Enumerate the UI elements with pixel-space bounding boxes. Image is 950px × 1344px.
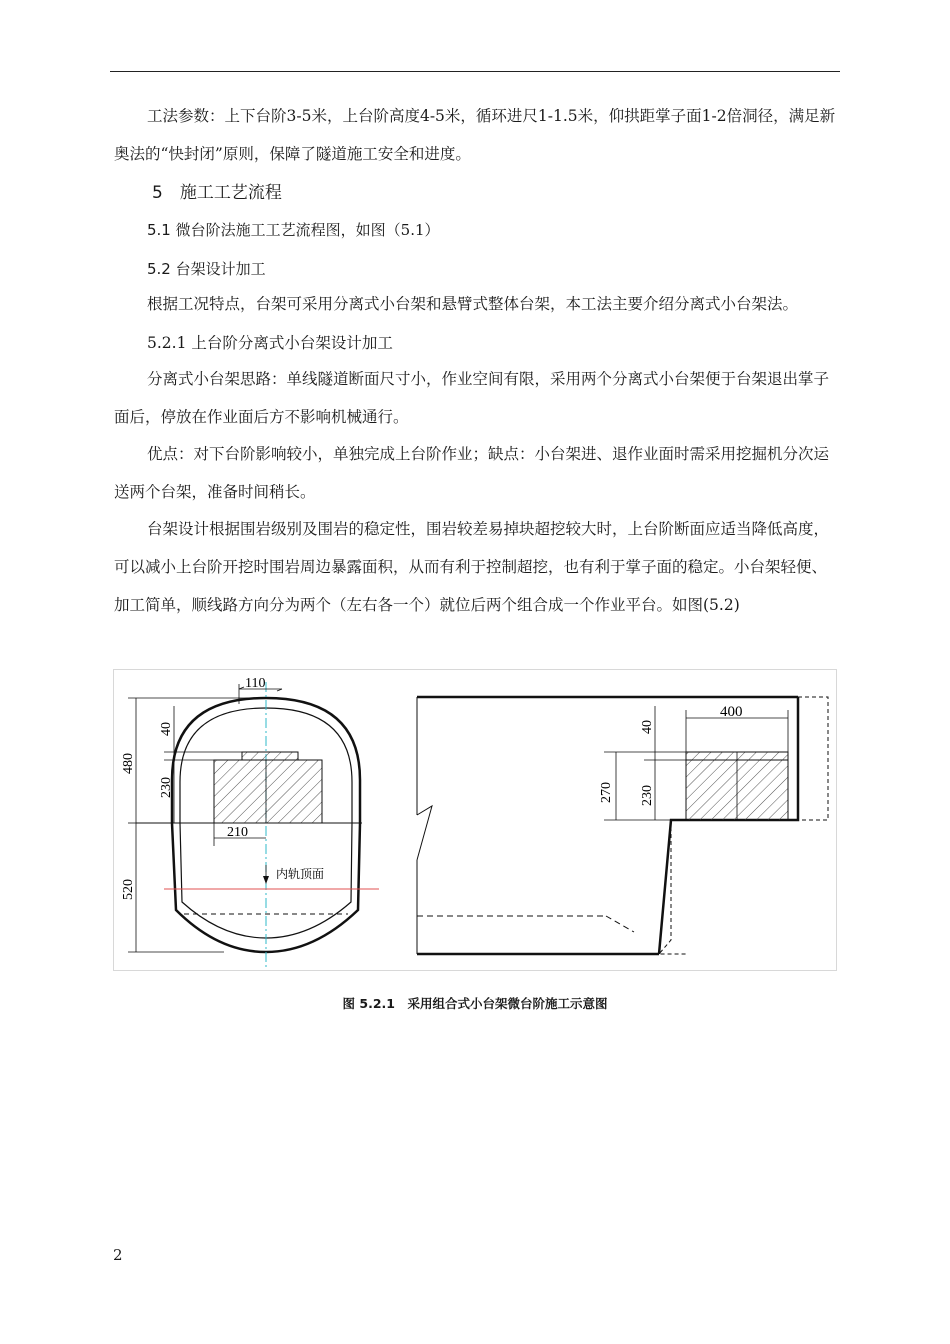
dim-platform-width-label: 210: [227, 825, 248, 840]
section-heading-5-2-1: 5.2.1 上台阶分离式小台架设计加工: [147, 334, 393, 352]
dim-total-upper-label: 480: [121, 753, 136, 774]
section-5-2-title: 台架设计加工: [175, 260, 266, 278]
rail-top-label: 内轨顶面: [276, 867, 325, 881]
paragraph-method-parameters: 工法参数：上下台阶3-5米，上台阶高度4-5米，循环进尺1-1.5米，仰拱距掌子面1-2倍洞径，满足新奥法的“快封闭”原则，保障了隧道施工安全和进度。: [114, 107, 836, 163]
paragraph-pros-cons: 优点：对下台阶影响较小，单独完成上台阶作业；缺点：小台架进、退作业面时需采用挖掘机分次运送两个台架，准备时间稍长。: [114, 445, 830, 501]
dim-lower-label: 520: [121, 879, 136, 900]
longitudinal-section: [417, 697, 828, 954]
section-5-2-number: 5.2: [147, 260, 171, 278]
paragraph-platform-types: 根据工况特点，台架可采用分离式小台架和悬臂式整体台架，本工法主要介绍分离式小台架法。: [147, 295, 799, 313]
right-dim-width-label: 400: [720, 704, 743, 720]
dim-upper-label: 40: [159, 722, 174, 736]
figure-caption: 图 5.2.1 采用组合式小台架微台阶施工示意图: [342, 996, 608, 1011]
dim-mid-label: 230: [159, 777, 174, 798]
right-dim-total-label: 270: [599, 782, 614, 803]
figure-drawing: [114, 670, 836, 970]
dim-top-width-label: 110: [245, 676, 266, 691]
header-rule: [110, 71, 840, 72]
section-heading-5-1: [147, 219, 440, 240]
section-heading-5: 5 施工工艺流程: [152, 183, 282, 203]
right-dim-mid-label: 230: [640, 785, 655, 806]
paragraph-platform-design: 台架设计根据围岩级别及围岩的稳定性，围岩较差易掉块超挖较大时，上台阶断面应适当降低高度，可以减小上台阶开挖时围岩周边暴露面积，从而有利于控制超挖，也有利于掌子面的稳定。小台架轻便、加工简单，顺线路方向分为两个（左右各一个）就位后两个组合成一个作业平台。如图(5.2): [114, 520, 830, 614]
figure-5-2-1: [113, 669, 837, 971]
paragraph-platform-idea: 分离式小台架思路：单线隧道断面尺寸小，作业空间有限，采用两个分离式小台架便于台架退出掌子面后，停放在作业面后方不影响机械通行。: [114, 370, 830, 426]
page-number: 2: [113, 1246, 123, 1264]
section-heading-5-2: [147, 258, 266, 279]
right-dim-upper-label: 40: [640, 720, 655, 734]
section-5-1-ref: 如图（5.1）: [355, 221, 440, 239]
section-5-1-title: 微台阶法施工工艺流程图，: [175, 221, 356, 239]
section-5-1-number: 5.1: [147, 221, 171, 239]
